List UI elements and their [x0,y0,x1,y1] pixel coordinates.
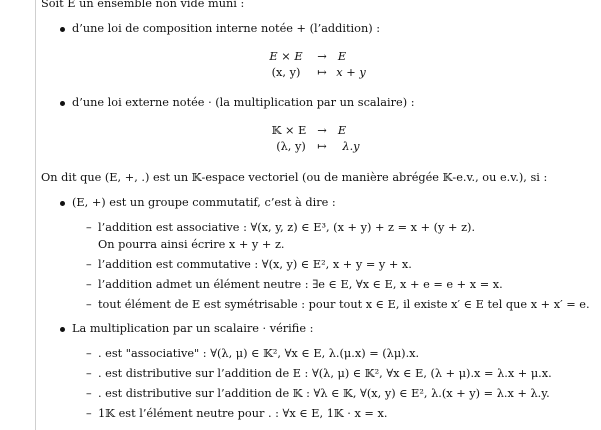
external-law-text: d’une loi externe notée · (la multiplication par un scalaire) : [72,96,415,109]
distributive-scalar-text: . est distributive sur l’addition de 𝕂 : ∀λ ∈ 𝕂, ∀(x, y) ∈ E², λ.(x + y) = λ.x + λ.y. [98,387,550,400]
mapping-domain: E × E [269,50,303,63]
bullet-marker [60,327,65,332]
distributive-vector-text: . est distributive sur l’addition de E : ∀(λ, μ) ∈ 𝕂², ∀x ∈ E, (λ + μ).x = λ.x + μ.x. [98,367,552,380]
mapping-codomain: E [337,124,347,137]
mapping-element: (x, y) [271,66,301,79]
commutativity-text: l’addition est commutative : ∀(x, y) ∈ E², x + y = y + x. [98,258,412,271]
mapping-mapsto: ↦ [317,140,327,153]
dash-marker: – [86,367,92,380]
scalar-associative-text: . est "associative" : ∀(λ, μ) ∈ 𝕂², ∀x ∈ E, λ.(μ.x) = (λμ).x. [98,347,420,360]
dash-marker: – [86,387,92,400]
bullet-marker [60,201,65,206]
neutral-element-text: l’addition admet un élément neutre : ∃e ∈ E, ∀x ∈ E, x + e = e + x = x. [98,278,503,291]
dash-marker: – [86,298,92,311]
page-left-rule [35,0,36,430]
mapping-element: (λ, y) [276,140,306,153]
associativity-note: On pourra ainsi écrire x + y + z. [98,238,285,251]
mapping-domain: 𝕂 × E [271,124,307,137]
dash-marker: – [86,278,92,291]
unit-neutral-text: 1𝕂 est l’élément neutre pour . : ∀x ∈ E, 1𝕂 · x = x. [98,407,388,420]
associativity-text: l’addition est associative : ∀(x, y, z) ∈ E³, (x + y) + z = x + (y + z). [98,221,476,234]
scalar-mult-text: La multiplication par un scalaire · vérifie : [72,322,314,335]
mapping-image: λ.y [342,140,360,153]
mapping-mapsto: ↦ [317,66,327,79]
group-condition-text: (E, +) est un groupe commutatif, c’est à dire : [72,196,336,209]
dash-marker: – [86,347,92,360]
bullet-marker [60,101,65,106]
dash-marker: – [86,407,92,420]
symmetric-element-text: tout élément de E est symétrisable : pour tout x ∈ E, il existe x′ ∈ E tel que x + x′ = e. [98,298,590,311]
internal-law-text: d’une loi de composition interne notée + (l’addition) : [72,22,381,35]
mapping-image: x + y [336,66,366,79]
dash-marker: – [86,258,92,271]
mapping-arrow: → [317,124,327,137]
bullet-marker [60,27,65,32]
definition-line: On dit que (E, +, .) est un 𝕂-espace vectoriel (ou de manière abrégée 𝕂-e.v., ou e.v.), si : [41,171,548,184]
mapping-arrow: → [317,50,327,63]
mapping-codomain: E [337,50,347,63]
dash-marker: – [86,221,92,234]
intro-line: Soit E un ensemble non vide muni : [41,0,245,10]
